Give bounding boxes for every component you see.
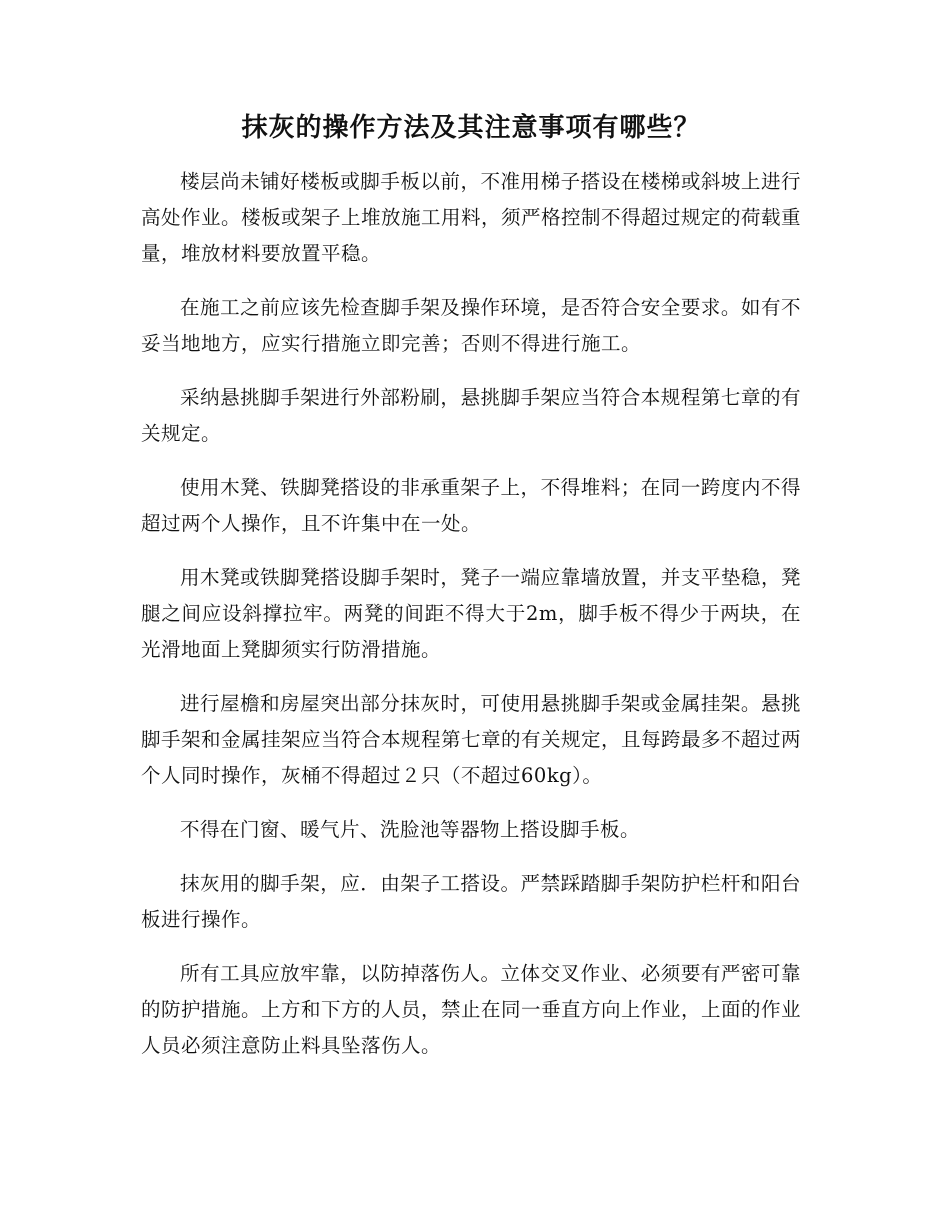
paragraph-3: 采纳悬挑脚手架进行外部粉刷，悬挑脚手架应当符合本规程第七章的有关规定。: [141, 386, 801, 445]
paragraph-4: 使用木凳、铁脚凳搭设的非承重架子上，不得堆料；在同一跨度内不得超过两个人操作，且不许集中在一处。: [141, 476, 801, 535]
paragraph-6: 进行屋檐和房屋突出部分抹灰时，可使用悬挑脚手架或金属挂架。悬挑脚手架和金属挂架应当符合本规程第七章的有关规定，且每跨最多不超过两个人同时操作，灰桶不得超过２只（不超过60kg）。: [141, 692, 802, 787]
paragraph-1: 楼层尚未铺好楼板或脚手板以前，不准用梯子搭设在楼梯或斜坡上进行高处作业。楼板或架子上堆放施工用料，须严格控制不得超过规定的荷载重量，堆放材料要放置平稳。: [141, 170, 802, 265]
paragraph-2: 在施工之前应该先检查脚手架及操作环境，是否符合安全要求。如有不妥当地地方，应实行措施立即完善；否则不得进行施工。: [141, 296, 801, 355]
paragraph-5: 用木凳或铁脚凳搭设脚手架时，凳子一端应靠墙放置，并支平垫稳，凳腿之间应设斜撑拉牢。两凳的间距不得大于2m，脚手板不得少于两块，在光滑地面上凳脚须实行防滑措施。: [141, 566, 801, 661]
paragraph-7: 不得在门窗、暖气片、洗脸池等器物上搭设脚手板。: [180, 818, 641, 841]
document-page: [141, 108, 801, 1082]
paragraph-8: 抹灰用的脚手架，应．由架子工搭设。严禁踩踏脚手架防护栏杆和阳台板进行操作。: [141, 872, 801, 931]
document-title: 抹灰的操作方法及其注意事项有哪些？: [241, 113, 701, 143]
paragraph-9: 所有工具应放牢靠，以防掉落伤人。立体交叉作业、必须要有严密可靠的防护措施。上方和下方的人员，禁止在同一垂直方向上作业，上面的作业人员必须注意防止料具坠落伤人。: [141, 962, 802, 1057]
